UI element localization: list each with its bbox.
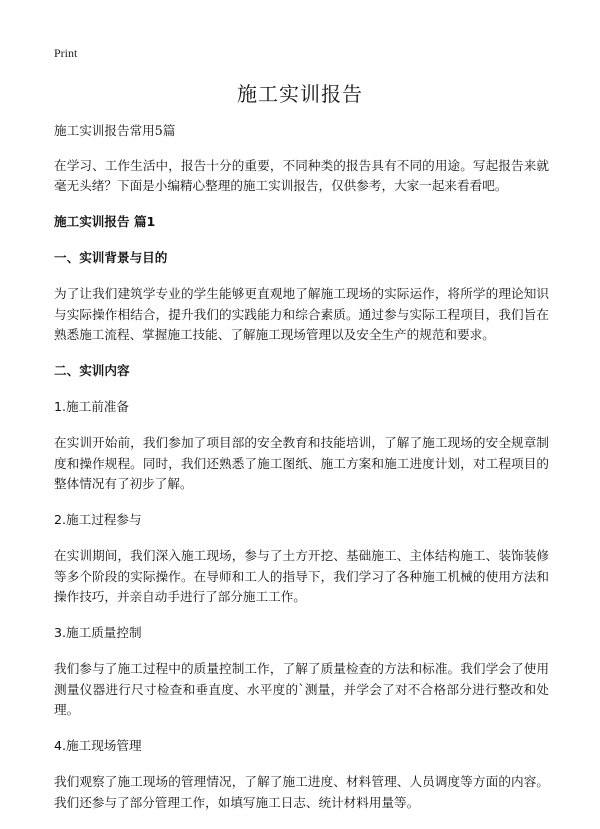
subsection-label: 4.施工现场管理: [54, 738, 142, 753]
subsection-paragraph: 在实训期间，我们深入施工现场，参与了土方开挖、基础施工、主体结构施工、装饰装修等多个阶段的实际操作。在导师和工人的指导下，我们学习了各种施工机械的使用方法和操作技巧，并亲自动手进行了部分施工工作。: [54, 548, 549, 604]
document-title: 施工实训报告: [237, 82, 363, 106]
article-heading: 施工实训报告 篇1: [54, 214, 156, 229]
section-paragraph: 为了让我们建筑学专业的学生能够更直观地了解施工现场的实际运作，将所学的理论知识与实际操作相结合，提升我们的实践能力和综合素质。通过参与实际工程项目，我们旨在熟悉施工流程、掌握施工技能、了解施工现场管理以及安全生产的规范和要求。: [54, 286, 549, 342]
print-link[interactable]: Print: [54, 46, 78, 60]
subsection-paragraph: 我们观察了施工现场的管理情况，了解了施工进度、材料管理、人员调度等方面的内容。我们还参与了部分管理工作，如填写施工日志、统计材料用量等。: [54, 774, 549, 810]
document-subtitle: 施工实训报告常用5篇: [54, 123, 176, 138]
subsection-label: 2.施工过程参与: [54, 512, 142, 527]
subsection-label: 1.施工前准备: [54, 399, 129, 414]
section-heading: 一、实训背景与目的: [54, 250, 168, 265]
section-heading: 二、实训内容: [54, 363, 130, 378]
intro-paragraph: 在学习、工作生活中，报告十分的重要，不同种类的报告具有不同的用途。写起报告来就毫无头绪？下面是小编精心整理的施工实训报告，仅供参考，大家一起来看看吧。: [54, 157, 549, 193]
subsection-paragraph: 我们参与了施工过程中的质量控制工作，了解了质量检查的方法和标准。我们学会了使用测量仪器进行尺寸检查和垂直度、水平度的`测量，并学会了对不合格部分进行整改和处理。: [54, 661, 549, 717]
subsection-paragraph: 在实训开始前，我们参加了项目部的安全教育和技能培训，了解了施工现场的安全规章制度和操作规程。同时，我们还熟悉了施工图纸、施工方案和施工进度计划，对工程项目的整体情况有了初步了解。: [54, 435, 549, 491]
document-body: [54, 121, 549, 829]
subsection-label: 3.施工质量控制: [54, 625, 142, 640]
